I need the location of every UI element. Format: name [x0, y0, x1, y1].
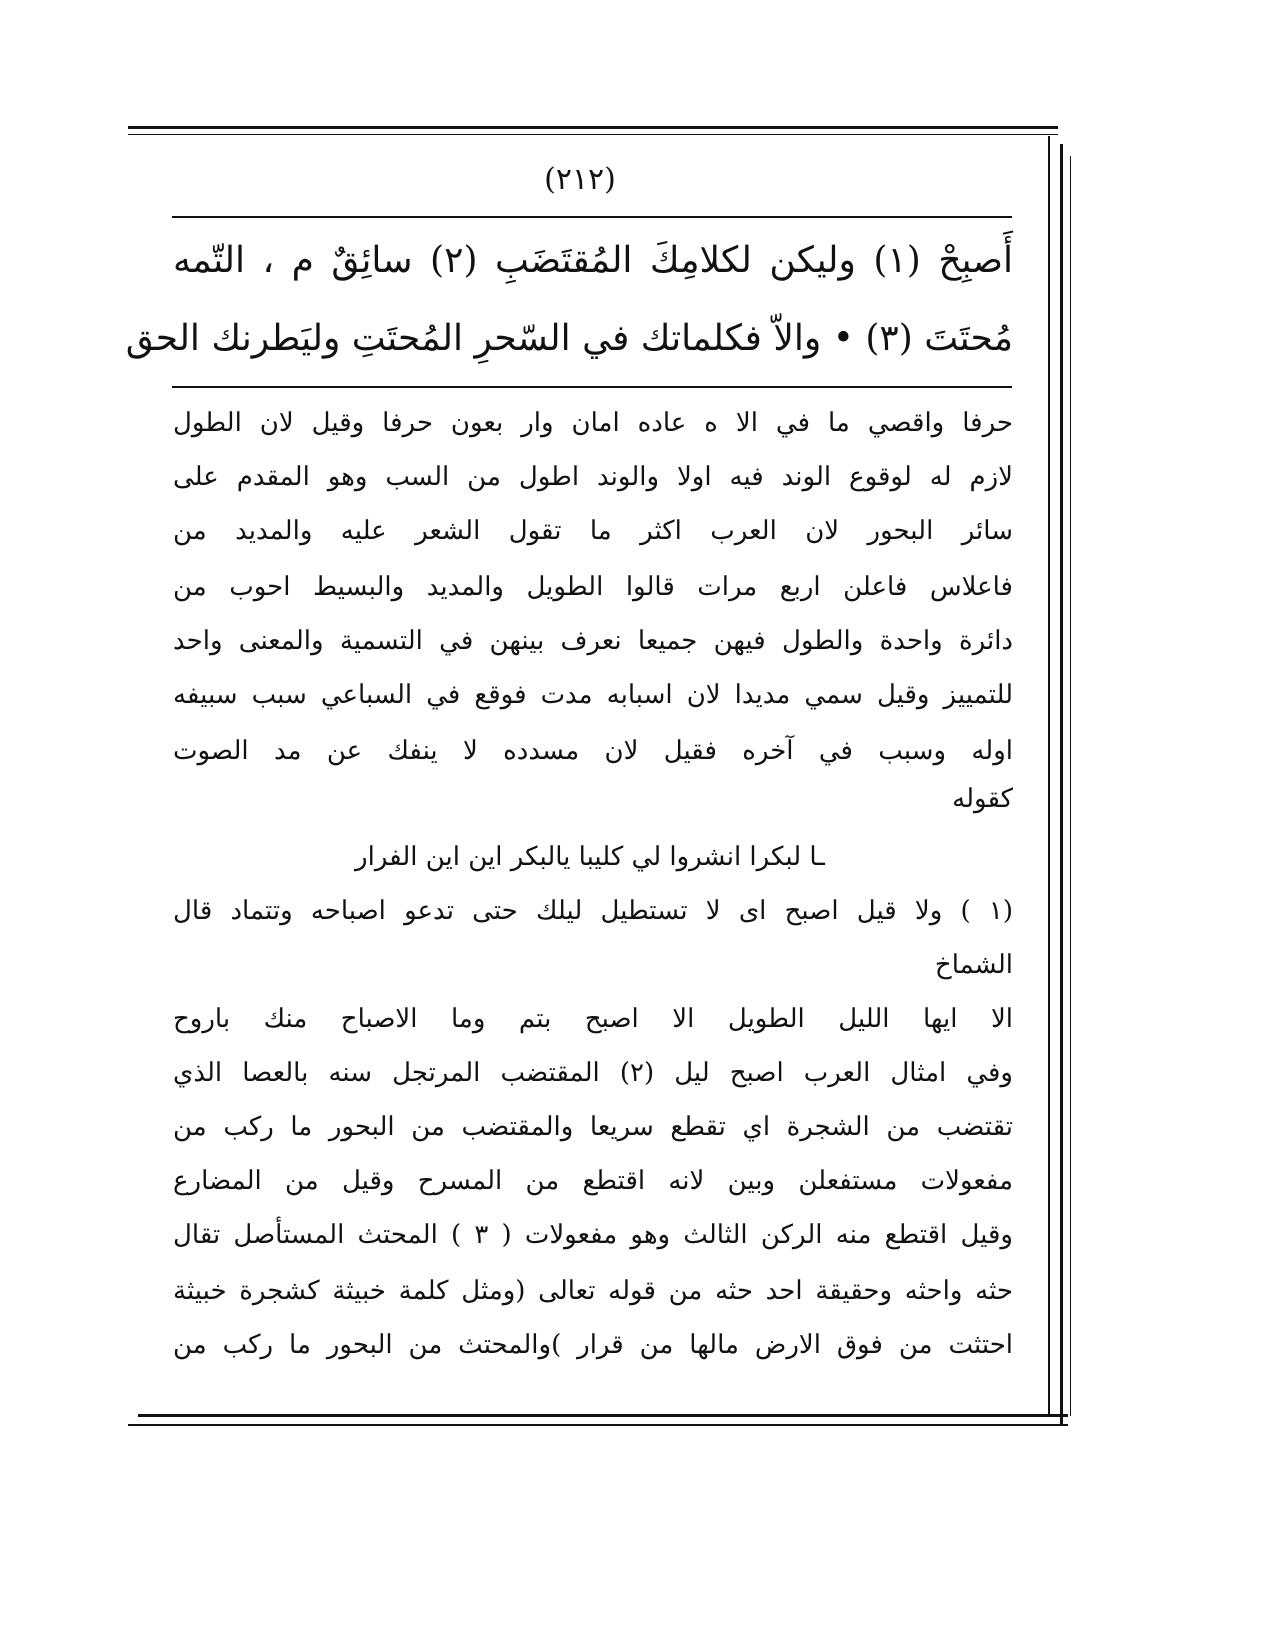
footnote-line: حثه واحثه وحقيقة احد حثه من قوله تعالى (ومثل كلمة خبيثة كشجرة خبيثة	[173, 1276, 1013, 1306]
verse-line-2: مُحتَتَ (٣) • والاّ فكلماتك في السّحرِ المُحتَتِ وليَطرنك الحق	[125, 318, 1013, 359]
body-line: حرفا واقصي ما في الا ه عاده امان وار بعون حرفا وقيل لان الطول	[173, 408, 1013, 438]
verse-rule	[172, 386, 1012, 388]
body-line: دائرة واحدة والطول فيهن جميعا نعرف بينهن في التسمية والمعنى واحد	[173, 626, 1013, 656]
footnote-line: وقيل اقتطع منه الركن الثالث وهو مفعولات ( ٣ ) المحتث المستأصل تقال	[173, 1220, 1013, 1250]
header-rule	[172, 216, 1012, 218]
body-line: اوله وسبب في آخره فقيل لان مسدده لا ينفك عن مد الصوت	[173, 736, 1013, 766]
right-border-rule	[1048, 136, 1050, 1416]
footnote-line: الا ايها الليل الطويل الا اصبح بتم وما الاصباح منك باروح	[173, 1004, 1013, 1034]
bottom-border-rule-thin	[128, 1424, 1068, 1426]
top-border-rule-thin	[128, 134, 1058, 135]
body-line: فاعلاس فاعلن اربع مرات قالوا الطويل والمديد والبسيط احوب من	[173, 572, 1013, 602]
top-border-rule	[128, 126, 1058, 129]
verse-line-1: أَصبِحْ (١) وليكن لكلامِكَ المُقتَضَبِ (٢) سائِقٌ م ، التّمه	[173, 240, 1013, 281]
body-line: سائر البحور لان العرب اكثر ما تقول الشعر عليه والمديد من	[173, 516, 1013, 546]
footnote-line: تقتضب من الشجرة اي تقطع سريعا والمقتضب من البحور ما ركب من	[173, 1112, 1013, 1142]
right-border-rule-thick	[1060, 144, 1063, 1426]
body-line: لازم له لوقوع الوند فيه اولا والوند اطول من السب وهو المقدم على	[173, 462, 1013, 492]
page-number: (٢١٢)	[544, 162, 616, 197]
right-border-rule-thin	[1070, 156, 1071, 1416]
footnote-line: وفي امثال العرب اصبح ليل (٢) المقتضب المرتجل سنه بالعصا الذي	[173, 1058, 1013, 1088]
body-line: كقوله	[952, 784, 1013, 814]
footnote-line: احتثت من فوق الارض مالها من قرار )والمحتث من البحور ما ركب من	[173, 1330, 1013, 1360]
footnote-line: مفعولات مستفعلن وبين لانه اقتطع من المسرح وقيل من المضارع	[173, 1166, 1013, 1196]
footnote-line: (١ ) ولا قيل اصبح اى لا تستطيل ليلك حتى تدعو اصباحه وتتماد قال	[173, 896, 1013, 926]
footnote-line: الشماخ	[934, 950, 1013, 980]
body-line: للتمييز وقيل سمي مديدا لان اسبابه مدت فوقع في السباعي سبب سبيفه	[173, 680, 1013, 710]
bottom-border-rule	[138, 1414, 1068, 1417]
poem-line: ـا لبكرا انشروا لي كليبا يالبكر اين اين الفرار	[355, 842, 825, 872]
